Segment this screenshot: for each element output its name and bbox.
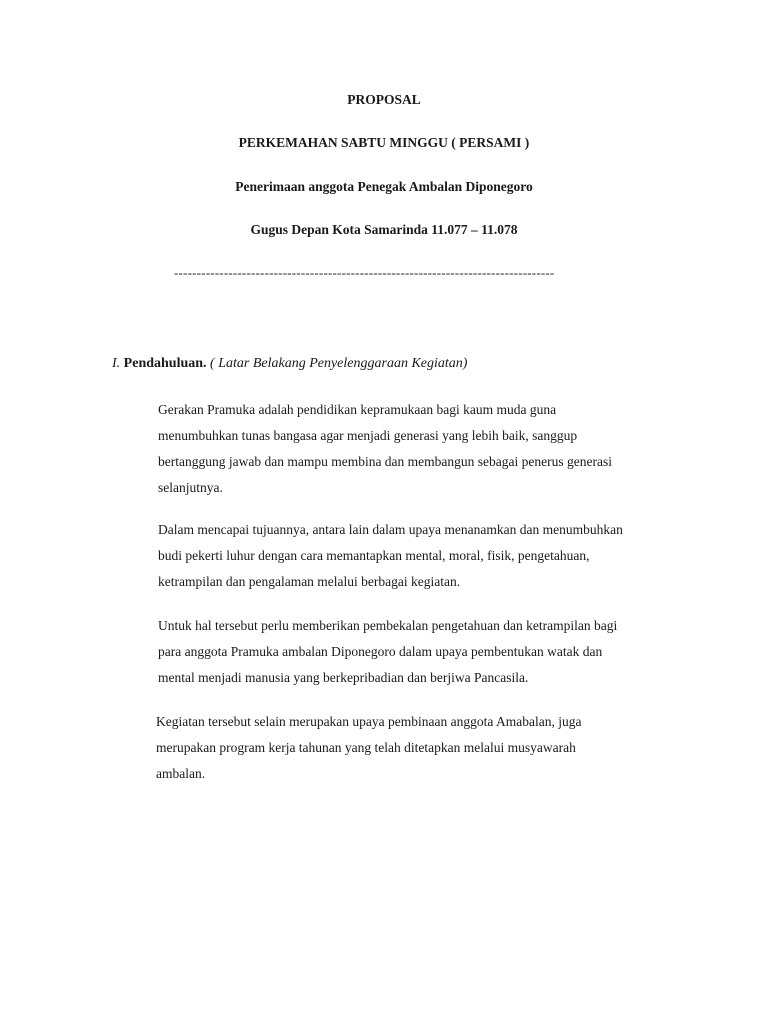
paragraph-line: merupakan program kerja tahunan yang telah ditetapkan melalui musyawarah bbox=[156, 740, 576, 755]
paragraph-line: Dalam mencapai tujuannya, antara lain dalam upaya menanamkan dan menumbuhkan bbox=[158, 522, 623, 537]
paragraph-line: ambalan. bbox=[156, 766, 206, 781]
section-note: ( Latar Belakang Penyelenggaraan Kegiatan) bbox=[210, 356, 468, 371]
paragraph-line: selanjutnya. bbox=[158, 480, 223, 495]
section-number: I. bbox=[112, 356, 121, 371]
paragraph-line: budi pekerti luhur dengan cara memantapkan mental, moral, fisik, pengetahuan, bbox=[158, 548, 590, 563]
dashed-divider: ------------------------------------------------------------------------------------ bbox=[174, 265, 555, 280]
paragraph-1 bbox=[158, 397, 612, 501]
paragraph-line: para anggota Pramuka ambalan Diponegoro dalam upaya pembentukan watak dan bbox=[158, 644, 603, 659]
section-name: Pendahuluan. bbox=[123, 356, 207, 371]
paragraph-line: menumbuhkan tunas bangasa agar menjadi generasi yang lebih baik, sanggup bbox=[158, 428, 578, 443]
paragraph-line: Untuk hal tersebut perlu memberikan pembekalan pengetahuan dan ketrampilan bagi bbox=[158, 618, 618, 633]
document-subtitle: PERKEMAHAN SABTU MINGGU ( PERSAMI ) bbox=[238, 135, 530, 150]
document-title: PROPOSAL bbox=[347, 92, 421, 107]
paragraph-line: Kegiatan tersebut selain merupakan upaya pembinaan anggota Amabalan, juga bbox=[156, 714, 582, 729]
paragraph-line: bertanggung jawab dan mampu membina dan membangun sebagai penerus generasi bbox=[158, 454, 612, 469]
document-subject: Penerimaan anggota Penegak Ambalan Diponegoro bbox=[235, 179, 533, 194]
paragraph-3 bbox=[158, 613, 617, 691]
paragraph-4 bbox=[156, 709, 581, 787]
section-heading bbox=[112, 356, 467, 372]
paragraph-line: ketrampilan dan pengalaman melalui berbagai kegiatan. bbox=[158, 574, 461, 589]
document-organization: Gugus Depan Kota Samarinda 11.077 – 11.078 bbox=[250, 222, 518, 237]
paragraph-2 bbox=[158, 517, 623, 595]
paragraph-line: Gerakan Pramuka adalah pendidikan kepramukaan bagi kaum muda guna bbox=[158, 402, 557, 417]
paragraph-line: mental menjadi manusia yang berkepribadian dan berjiwa Pancasila. bbox=[158, 670, 529, 685]
